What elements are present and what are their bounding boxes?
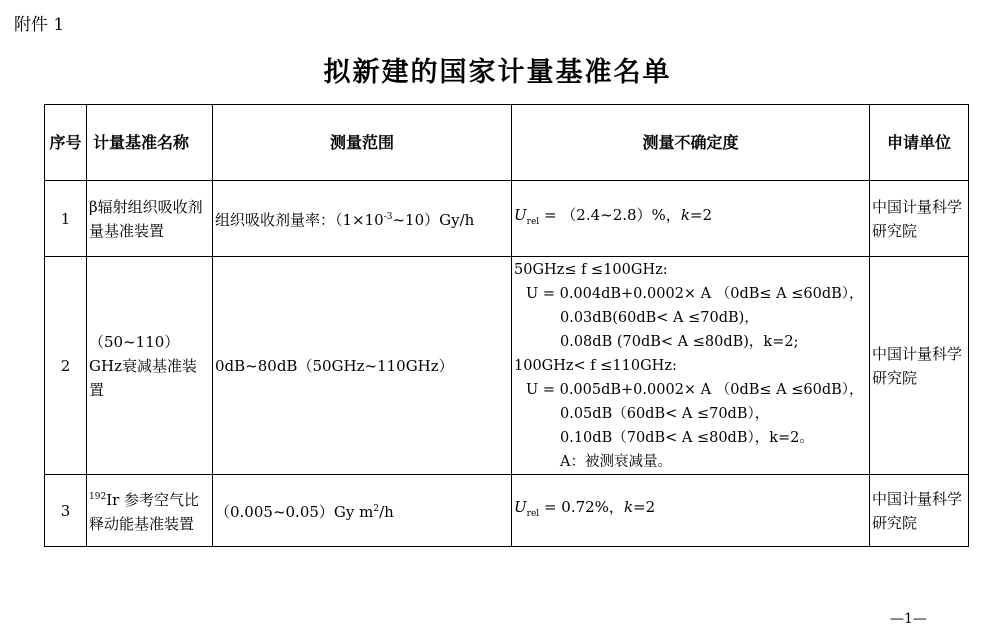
attachment-label: 附件 1 bbox=[14, 15, 65, 35]
table-row bbox=[45, 257, 969, 475]
header-index: 序号 bbox=[45, 105, 87, 181]
table-header-row bbox=[45, 105, 969, 181]
page-number: —1— bbox=[890, 611, 927, 627]
uncertainty-line: U = 0.004dB+0.0002× A （0dB≤ A ≤60dB）， bbox=[526, 285, 864, 302]
cell-unit: 中国计量科学研究院 bbox=[870, 257, 969, 475]
cell-range: 0dB~80dB（50GHz~110GHz） bbox=[213, 257, 512, 475]
cell-name: $^{192}$Ir 参考空气比释动能基准装置 bbox=[87, 475, 213, 547]
header-unit: 申请单位 bbox=[870, 105, 969, 181]
header-uncertainty: 测量不确定度 bbox=[512, 105, 870, 181]
uncertainty-line: 0.08dB (70dB< A ≤80dB)，k=2; bbox=[560, 333, 799, 350]
cell-name: β辐射组织吸收剂量基准装置 bbox=[87, 181, 213, 257]
table-row bbox=[45, 475, 969, 547]
cell-index: 2 bbox=[45, 257, 87, 475]
uncertainty-line: A：被测衰减量。 bbox=[560, 453, 672, 470]
table-row bbox=[45, 181, 969, 257]
cell-name: （50~110）GHz衰减基准装置 bbox=[87, 257, 213, 475]
header-name: 计量基准名称 bbox=[87, 105, 213, 181]
cell-uncertainty: $U_{rel}$ = （2.4~2.8）%，k=2 bbox=[512, 181, 870, 257]
header-range: 测量范围 bbox=[213, 105, 512, 181]
cell-uncertainty bbox=[512, 257, 870, 475]
cell-range: （0.005~0.05）Gy $m^2/h$ bbox=[213, 475, 512, 547]
uncertainty-line: U = 0.005dB+0.0002× A （0dB≤ A ≤60dB）， bbox=[526, 381, 864, 398]
cell-index: 1 bbox=[45, 181, 87, 257]
uncertainty-line: 0.03dB(60dB< A ≤70dB)， bbox=[560, 309, 759, 326]
document-title: 拟新建的国家计量基准名单 bbox=[323, 57, 672, 88]
cell-unit: 中国计量科学研究院 bbox=[870, 181, 969, 257]
uncertainty-line: 0.05dB（60dB< A ≤70dB）， bbox=[560, 405, 770, 422]
cell-index: 3 bbox=[45, 475, 87, 547]
cell-range: 组织吸收剂量率：$(1\times 10^{-3}\sim 10)Gy/h$ bbox=[213, 181, 512, 257]
uncertainty-line: 100GHz< f ≤110GHz: bbox=[514, 357, 677, 374]
cell-uncertainty: $U_{rel} = 0.72\%$，k=2 bbox=[512, 475, 870, 547]
standards-table bbox=[44, 104, 969, 547]
uncertainty-line: 50GHz≤ f ≤100GHz: bbox=[514, 261, 668, 278]
uncertainty-line: 0.10dB（70dB< A ≤80dB），k=2。 bbox=[560, 429, 814, 446]
cell-unit: 中国计量科学研究院 bbox=[870, 475, 969, 547]
